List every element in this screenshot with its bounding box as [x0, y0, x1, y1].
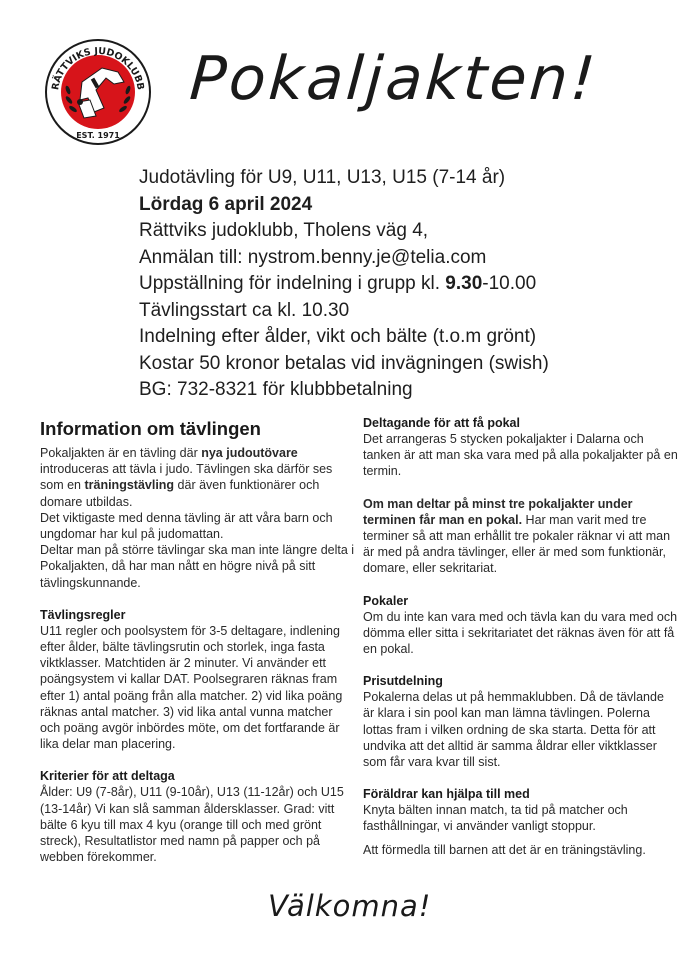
bank-giro: BG: 732-8321 för klubbbetalning: [139, 379, 413, 400]
rules-text: U11 regler och poolsystem för 3-5 deltagare, indlening efter ålder, bälte tävlingsrutin och storlek, inga fasta viktklasser. Matchtiden är 2 minuter. Vi använder ett poängsystem vi kallar DAT. Poolsegraren räknas fram efter 1) antal poäng från alla matcher. 2) vid lika poäng räknas antal matcher. 3) vid lika antal vunna matcher och poäng avgör inbördes möte, om det fortfarande är lika delar man placering.: [40, 623, 343, 752]
participation-section: [363, 415, 678, 480]
lineup-end: -10.00: [482, 273, 537, 294]
info-section: [40, 445, 355, 591]
left-column: [40, 415, 355, 881]
judo-club-emblem-icon: [44, 38, 152, 146]
event-summary: [139, 165, 549, 404]
rules-section: [40, 607, 355, 753]
criteria-section: [40, 768, 355, 865]
lineup-prefix: Uppställning för indelning i grupp kl.: [139, 273, 446, 294]
criteria-text: Ålder: U9 (7-8år), U11 (9-10år), U13 (11-12år) och U15 (13-14år) Vi kan slå samman åldersklasser. Grad: vitt bälte 6 kyu till max 4 kyu (orange till och med grönt streck), Resultatlistor med namn på papper och på webben förekommer.: [40, 785, 344, 865]
bold-text: Om man deltar på minst tre pokaljakter under terminen får man en pokal.: [363, 496, 633, 527]
lineup-time: [139, 271, 549, 298]
info-paragraph-2: Det viktigaste med denna tävling är att våra barn och ungdomar har kul på judomattan.: [40, 510, 333, 542]
participation-title: Deltagande för att få pokal: [363, 416, 520, 430]
trophies-title: Pokaler: [363, 593, 409, 608]
three-events-text: [363, 496, 678, 577]
text: Pokaljakten är en tävling där: [40, 446, 202, 460]
text: introduceras att tävla i judo. Tävlingen ska därför ses som en: [40, 462, 333, 493]
welcome-text: Välkomna!: [268, 889, 432, 923]
event-categories: Judotävling för U9, U11, U13, U15 (7-14 år): [139, 167, 506, 188]
criteria-title: Kriterier för att deltaga: [40, 769, 175, 784]
parents-text-2: Att förmedla till barnen att det är en träningstävling.: [363, 842, 646, 857]
logo-club-name: RÄTTVIKS JUDOKLUBB: [50, 45, 146, 91]
bold-text: träningstävling: [84, 478, 175, 493]
parents-section: [363, 786, 678, 858]
trophies-text: Om du inte kan vara med och tävla kan du vara med och dömma eller sitta i sekritariatet det räknas även för att få en pokal.: [363, 609, 678, 657]
info-heading: Information om tävlingen: [40, 418, 261, 439]
club-logo: [44, 38, 152, 146]
three-events-section: [363, 496, 678, 577]
signup-email: nystrom.benny.je@telia.com: [247, 246, 487, 268]
division-info: Indelning efter ålder, vikt och bälte (t.o.m grönt): [139, 326, 537, 347]
signup-info: [139, 245, 549, 272]
info-paragraph-3: Deltar man på större tävlingar ska man inte längre delta i Pokaljakten, då har man nått en högre nivå på sitt tävlingskunnande.: [40, 543, 355, 590]
competition-start: Tävlingsstart ca kl. 10.30: [139, 299, 350, 321]
parents-title: Föräldrar kan hjälpa till med: [363, 787, 530, 802]
event-date: [139, 192, 549, 219]
participation-text: Det arrangeras 5 stycken pokaljakter i Dalarna och tanken är att man ska vara med på alla pokaljakter på en termin.: [363, 432, 678, 479]
logo-established: EST. 1971: [76, 131, 120, 140]
right-column: [363, 415, 678, 874]
text: Har man varit med tre terminer så att man erhållit tre pokaler räknar vi att man är med på andra tävlinger, eller är med som funktionär, domare, eller sekritariat.: [363, 512, 671, 576]
lineup-start: 9.30: [445, 273, 483, 294]
ceremony-title: Prisutdelning: [363, 674, 443, 689]
ceremony-text: Pokalerna delas ut på hemmaklubben. Då de tävlande är klara i sin pool kan man lämna tävlingen. Polerna lottas fram i vilken ordning de ska starta. Detta för att undvika att det alltid är samma åldrar eller viktklasser som får vara kvar till sist.: [363, 690, 664, 770]
rules-title: Tävlingsregler: [40, 607, 126, 622]
page-title: Pokaljakten!: [187, 44, 601, 114]
event-date-text: Lördag 6 april 2024: [139, 193, 313, 215]
event-location: Rättviks judoklubb, Tholens väg 4,: [139, 220, 429, 241]
ceremony-section: [363, 673, 678, 770]
trophies-section: [363, 593, 678, 658]
parents-text-1: Knyta bälten innan match, ta tid på matcher och fasthållningar, vi använder vanligt stoppur.: [363, 803, 628, 834]
bold-text: nya judoutövare: [201, 446, 298, 460]
info-paragraph-1: [40, 445, 355, 510]
cost-info: Kostar 50 kronor betalas vid invägningen (swish): [139, 352, 549, 374]
text: där även funktionärer och domare utbildas.: [40, 478, 320, 509]
signup-label: Anmälan till:: [139, 246, 248, 268]
